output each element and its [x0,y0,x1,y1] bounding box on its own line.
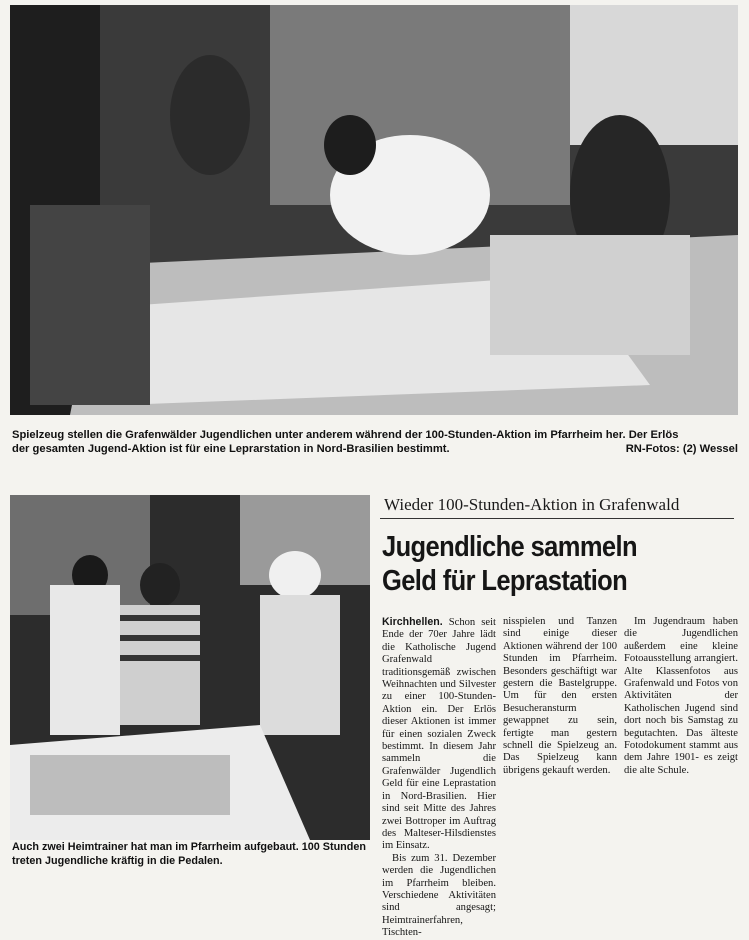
article-paragraph: Im Jugendraum haben die Jugendlichen außerdem eine kleine Fotoausstellung arrangiert. Alte Klassenfotos aus Grafenwald und Fotos von Aktivitäten der Katholischen Jugend sind dort noch bis Samstag zu begutachten. Das älteste Fotodokument stammt aus dem Jahre 1901- es zeigt die alte Schule. [624,616,738,776]
photo-caption-bottom: Auch zwei Heimtrainer hat man im Pfarrheim aufgebaut. 100 Stunden treten Jugendliche kräftig in die Pedalen. [12,841,366,867]
article-column-1 [382,616,496,939]
headline-line-2: Geld für Leprastation [382,565,628,597]
caption-top-line-2 [12,442,738,456]
article-headline [382,530,695,598]
article-paragraph [382,616,496,853]
article-paragraph: nisspielen und Tanzen sind einige dieser Aktionen während der 100 Stunden im Pfarrheim. Besonders geschäftigt war gestern die Bastelgruppe. Um für den ersten Besucheransturm gewappnet zu sein, fertigte man gestern schnell die Spielzeug an. Das Spielzeug kann übrigens gekauft werden. [503,616,617,776]
caption-top-line-2-text: der gesamten Jugend-Aktion ist für eine Leprarstation in Nord-Brasilien bestimmt. [12,443,450,455]
caption-top-line-1: Spielzeug stellen die Grafenwälder Jugendlichen unter anderem während der 100-Stunden-Aktion im Pfarrheim her. Der Erlös [12,429,679,441]
headline-line-1: Jugendliche sammeln [382,531,637,563]
article-column-2 [503,616,617,878]
photo-icon [10,495,370,840]
photo-bottom-exercise-bikes [10,495,370,840]
photo-top-workshop [10,5,738,415]
photo-icon [10,5,738,415]
photo-credit: RN-Fotos: (2) Wessel [625,443,738,455]
article-dateline: Kirchhellen. [382,616,443,628]
kicker-divider [380,518,734,519]
article-column-3 [624,616,738,878]
photo-caption-top [12,428,738,456]
article-kicker: Wieder 100-Stunden-Aktion in Grafenwald [384,495,680,514]
article-paragraph: Bis zum 31. Dezember werden die Jugendlichen im Pfarrheim bleiben. Verschiedene Aktivitäten sind angesagt; Heimtrainerfahren, Tischten- [382,852,496,939]
article-paragraph-text: Schon seit Ende der 70er Jahre lädt die Katholische Jugend Grafenwald traditionsgemäß zwischen Weihnachten und Silvester zu einer 100-Stunden-Aktion ein. Der Erlös dieser Aktionen ist immer für einen sozialen Zweck bestimmt. In diesem Jahr sammeln die Grafenwälder Jugendlich Geld für eine Leprastation in Nord-Brasilien. Hier sind seit Mitte des Jahres zwei Bottroper im Auftrag des Malteser-Hilsdienstes im Einsatz. [382,617,496,852]
